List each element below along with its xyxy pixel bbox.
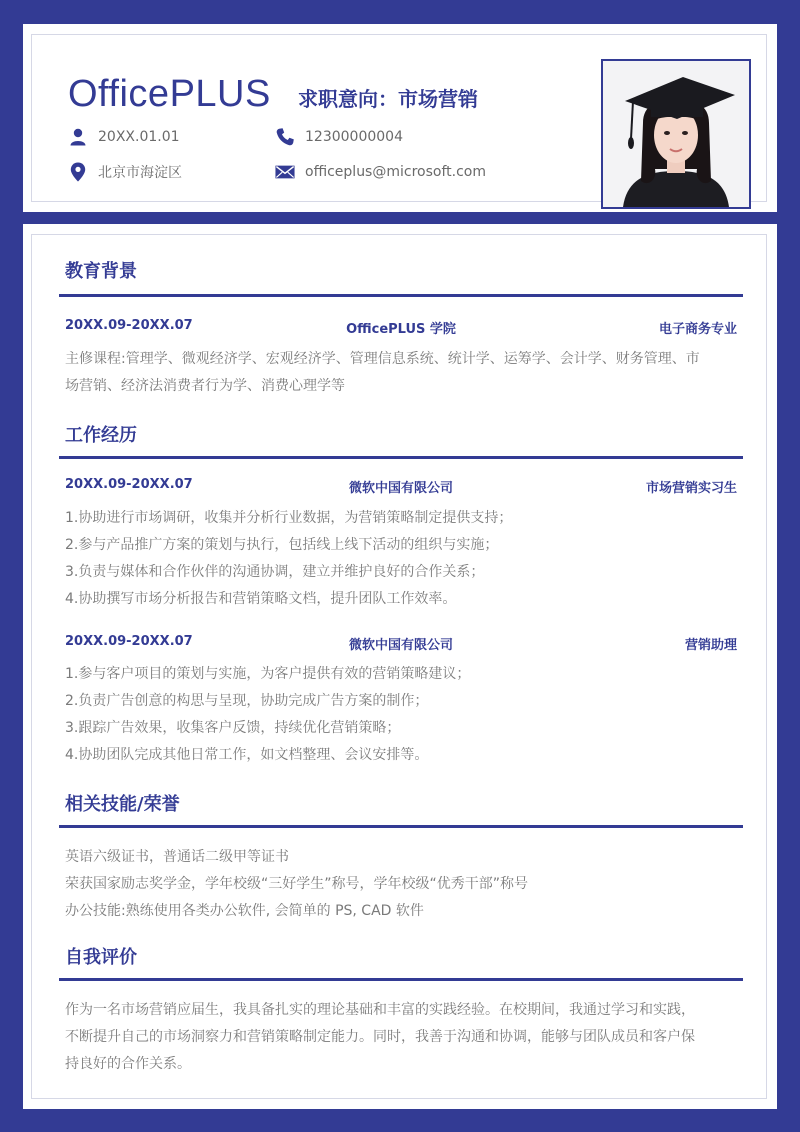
header-card (23, 24, 777, 212)
education-major: 电子商务专业 (658, 322, 737, 337)
self-eval-line: 持良好的合作关系。 (65, 1056, 191, 1072)
envelope-icon (275, 162, 295, 182)
self-evaluation-text (65, 997, 745, 1078)
section-divider (59, 294, 743, 297)
education-school: OfficePLUS 学院 (346, 322, 456, 337)
location-row (68, 162, 182, 182)
resume-body-card (23, 224, 777, 1109)
job-intention-value: 市场营销 (398, 87, 478, 111)
job-period: 20XX.09-20XX.07 (65, 634, 193, 649)
phone-icon (275, 127, 295, 147)
job-intention (298, 89, 478, 109)
education-period: 20XX.09-20XX.07 (65, 318, 193, 333)
duty-item: 4.协助撰写市场分析报告和营销策略文档，提升团队工作效率。 (65, 591, 457, 607)
section-divider (59, 825, 743, 828)
job-meta-row (65, 634, 737, 654)
courses-line: 场营销、经济法消费者行为学、消费心理学等 (65, 378, 345, 394)
header-frame (31, 34, 767, 202)
courses-line: 主修课程:管理学、微观经济学、宏观经济学、管理信息系统、统计学、运筹学、会计学、财务管理、市 (65, 351, 700, 367)
education-meta-row (65, 318, 737, 338)
education-courses (65, 346, 745, 400)
section-title-skills: 相关技能/荣誉 (65, 794, 180, 815)
duty-item: 1.协助进行市场调研，收集并分析行业数据，为营销策略制定提供支持； (65, 510, 513, 526)
applicant-name: OfficePLUS (68, 73, 271, 115)
section-divider (59, 978, 743, 981)
resume-body-frame (31, 234, 767, 1099)
skill-item: 荣获国家励志奖学金，学年校级“三好学生”称号，学年校级“优秀干部”称号 (65, 876, 529, 892)
job-role: 市场营销实习生 (645, 481, 737, 496)
birth-date: 20XX.01.01 (98, 129, 180, 145)
email-address: officeplus@microsoft.com (305, 164, 486, 180)
duty-item: 3.跟踪广告效果，收集客户反馈，持续优化营销策略； (65, 720, 401, 736)
job-duties (65, 505, 745, 613)
job-company: 微软中国有限公司 (348, 481, 453, 496)
section-divider (59, 456, 743, 459)
person-icon (68, 127, 88, 147)
location-text: 北京市海淀区 (98, 165, 182, 181)
job-intention-label: 求职意向： (298, 87, 398, 111)
skill-item: 办公技能:熟练使用各类办公软件, 会简单的 PS, CAD 软件 (65, 903, 424, 919)
phone-row (275, 127, 403, 147)
birth-row (68, 127, 180, 147)
duty-item: 3.负责与媒体和合作伙伴的沟通协调，建立并维护良好的合作关系； (65, 564, 485, 580)
section-title-work: 工作经历 (65, 425, 137, 446)
job-period: 20XX.09-20XX.07 (65, 477, 193, 492)
profile-photo (601, 59, 751, 209)
phone-number: 12300000004 (305, 129, 403, 145)
job-meta-row (65, 477, 737, 497)
skill-item: 英语六级证书，普通话二级甲等证书 (65, 849, 289, 865)
location-pin-icon (68, 162, 88, 182)
duty-item: 1.参与客户项目的策划与实施，为客户提供有效的营销策略建议； (65, 666, 471, 682)
duty-item: 4.协助团队完成其他日常工作，如文档整理、会议安排等。 (65, 747, 429, 763)
email-row (275, 162, 486, 182)
section-title-education: 教育背景 (65, 261, 137, 282)
graduate-portrait-image (603, 61, 749, 207)
self-eval-line: 不断提升自己的市场洞察力和营销策略制定能力。同时，我善于沟通和协调，能够与团队成员和客户保 (65, 1029, 695, 1045)
section-title-self-evaluation: 自我评价 (65, 947, 137, 968)
duty-item: 2.参与产品推广方案的策划与执行，包括线上线下活动的组织与实施； (65, 537, 499, 553)
job-duties (65, 661, 745, 769)
job-company: 微软中国有限公司 (348, 638, 453, 653)
skills-list (65, 844, 745, 925)
duty-item: 2.负责广告创意的构思与呈现，协助完成广告方案的制作； (65, 693, 429, 709)
job-role: 营销助理 (684, 638, 737, 653)
self-eval-line: 作为一名市场营销应届生，我具备扎实的理论基础和丰富的实践经验。在校期间，我通过学习和实践， (65, 1002, 695, 1018)
